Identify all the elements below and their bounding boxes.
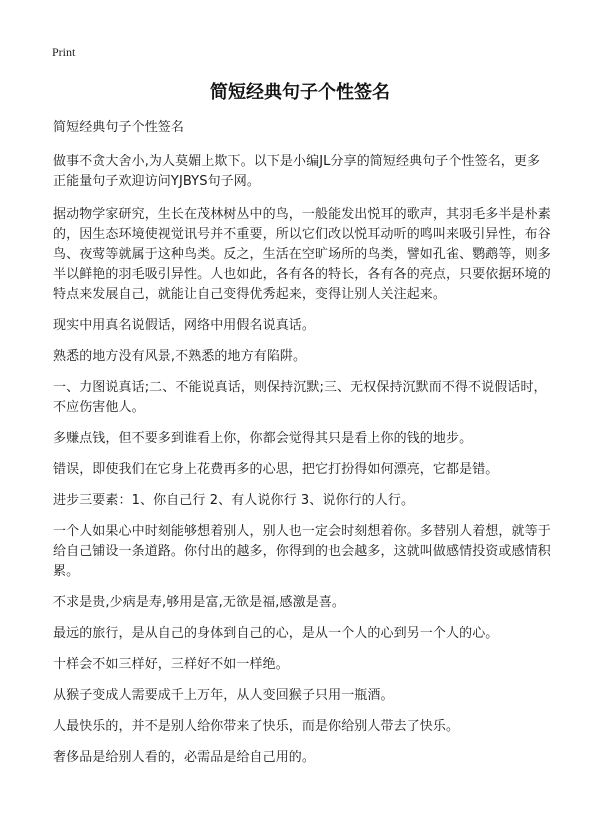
print-link[interactable]: Print	[52, 45, 76, 59]
paragraph: 进步三要素：1、你自己行 2、有人说你行 3、说你行的人行。	[53, 493, 415, 508]
paragraph: 据动物学家研究，生长在茂林树丛中的鸟，一般能发出悦耳的歌声，其羽毛多半是朴素的，因生态环境使视觉讯号并不重要，所以它们改以悦耳动听的鸣叫来吸引异性，布谷鸟、夜莺等就属于这种鸟类。反之，生活在空旷场所的鸟类，譬如孔雀、鹦鹉等，则多半以鲜艳的羽毛吸引异性。人也如此，各有各的特长，各有各的亮点，只要依据环境的特点来发展自己，就能让自己变得优秀起来，变得让别人关注起来。	[53, 207, 551, 302]
paragraph: 不求是贵,少病是寿,够用是富,无欲是福,感激是喜。	[53, 595, 346, 610]
paragraph: 一个人如果心中时刻能够想着别人，别人也一定会时刻想着你。多替别人着想，就等于给自己铺设一条道路。你付出的越多，你得到的也会越多，这就叫做感情投资或感情积累。	[53, 524, 551, 579]
intro-paragraph: 做事不贪大舍小,为人莫媚上欺下。以下是小编JL分享的简短经典句子个性签名，更多正能量句子欢迎访问YJBYS句子网。	[53, 154, 541, 189]
paragraph: 最远的旅行，是从自己的身体到自己的心，是从一个人的心到另一个人的心。	[53, 626, 499, 641]
paragraph: 错误，即使我们在它身上花费再多的心思，把它打扮得如何漂亮，它都是错。	[53, 462, 499, 477]
paragraph: 奢侈品是给别人看的，必需品是给自己用的。	[53, 750, 316, 765]
paragraph: 十样会不如三样好，三样好不如一样绝。	[53, 657, 289, 672]
page-title: 简短经典句子个性签名	[210, 82, 390, 103]
paragraph: 多赚点钱，但不要多到谁看上你，你都会觉得其只是看上你的钱的地步。	[53, 431, 473, 446]
paragraph: 从猴子变成人需要成千上万年，从人变回猴子只用一瓶酒。	[53, 688, 394, 703]
paragraph: 熟悉的地方没有风景,不熟悉的地方有陷阱。	[53, 349, 307, 364]
paragraph: 人最快乐的，并不是别人给你带来了快乐，而是你给别人带去了快乐。	[53, 719, 460, 734]
paragraph: 现实中用真名说假话，网络中用假名说真话。	[53, 318, 316, 333]
document-body	[53, 118, 553, 779]
paragraph: 一、力图说真话;二、不能说真话，则保持沉默;三、无权保持沉默而不得不说假话时，不应伤害他人。	[53, 380, 547, 415]
document-subtitle: 简短经典句子个性签名	[53, 120, 185, 135]
